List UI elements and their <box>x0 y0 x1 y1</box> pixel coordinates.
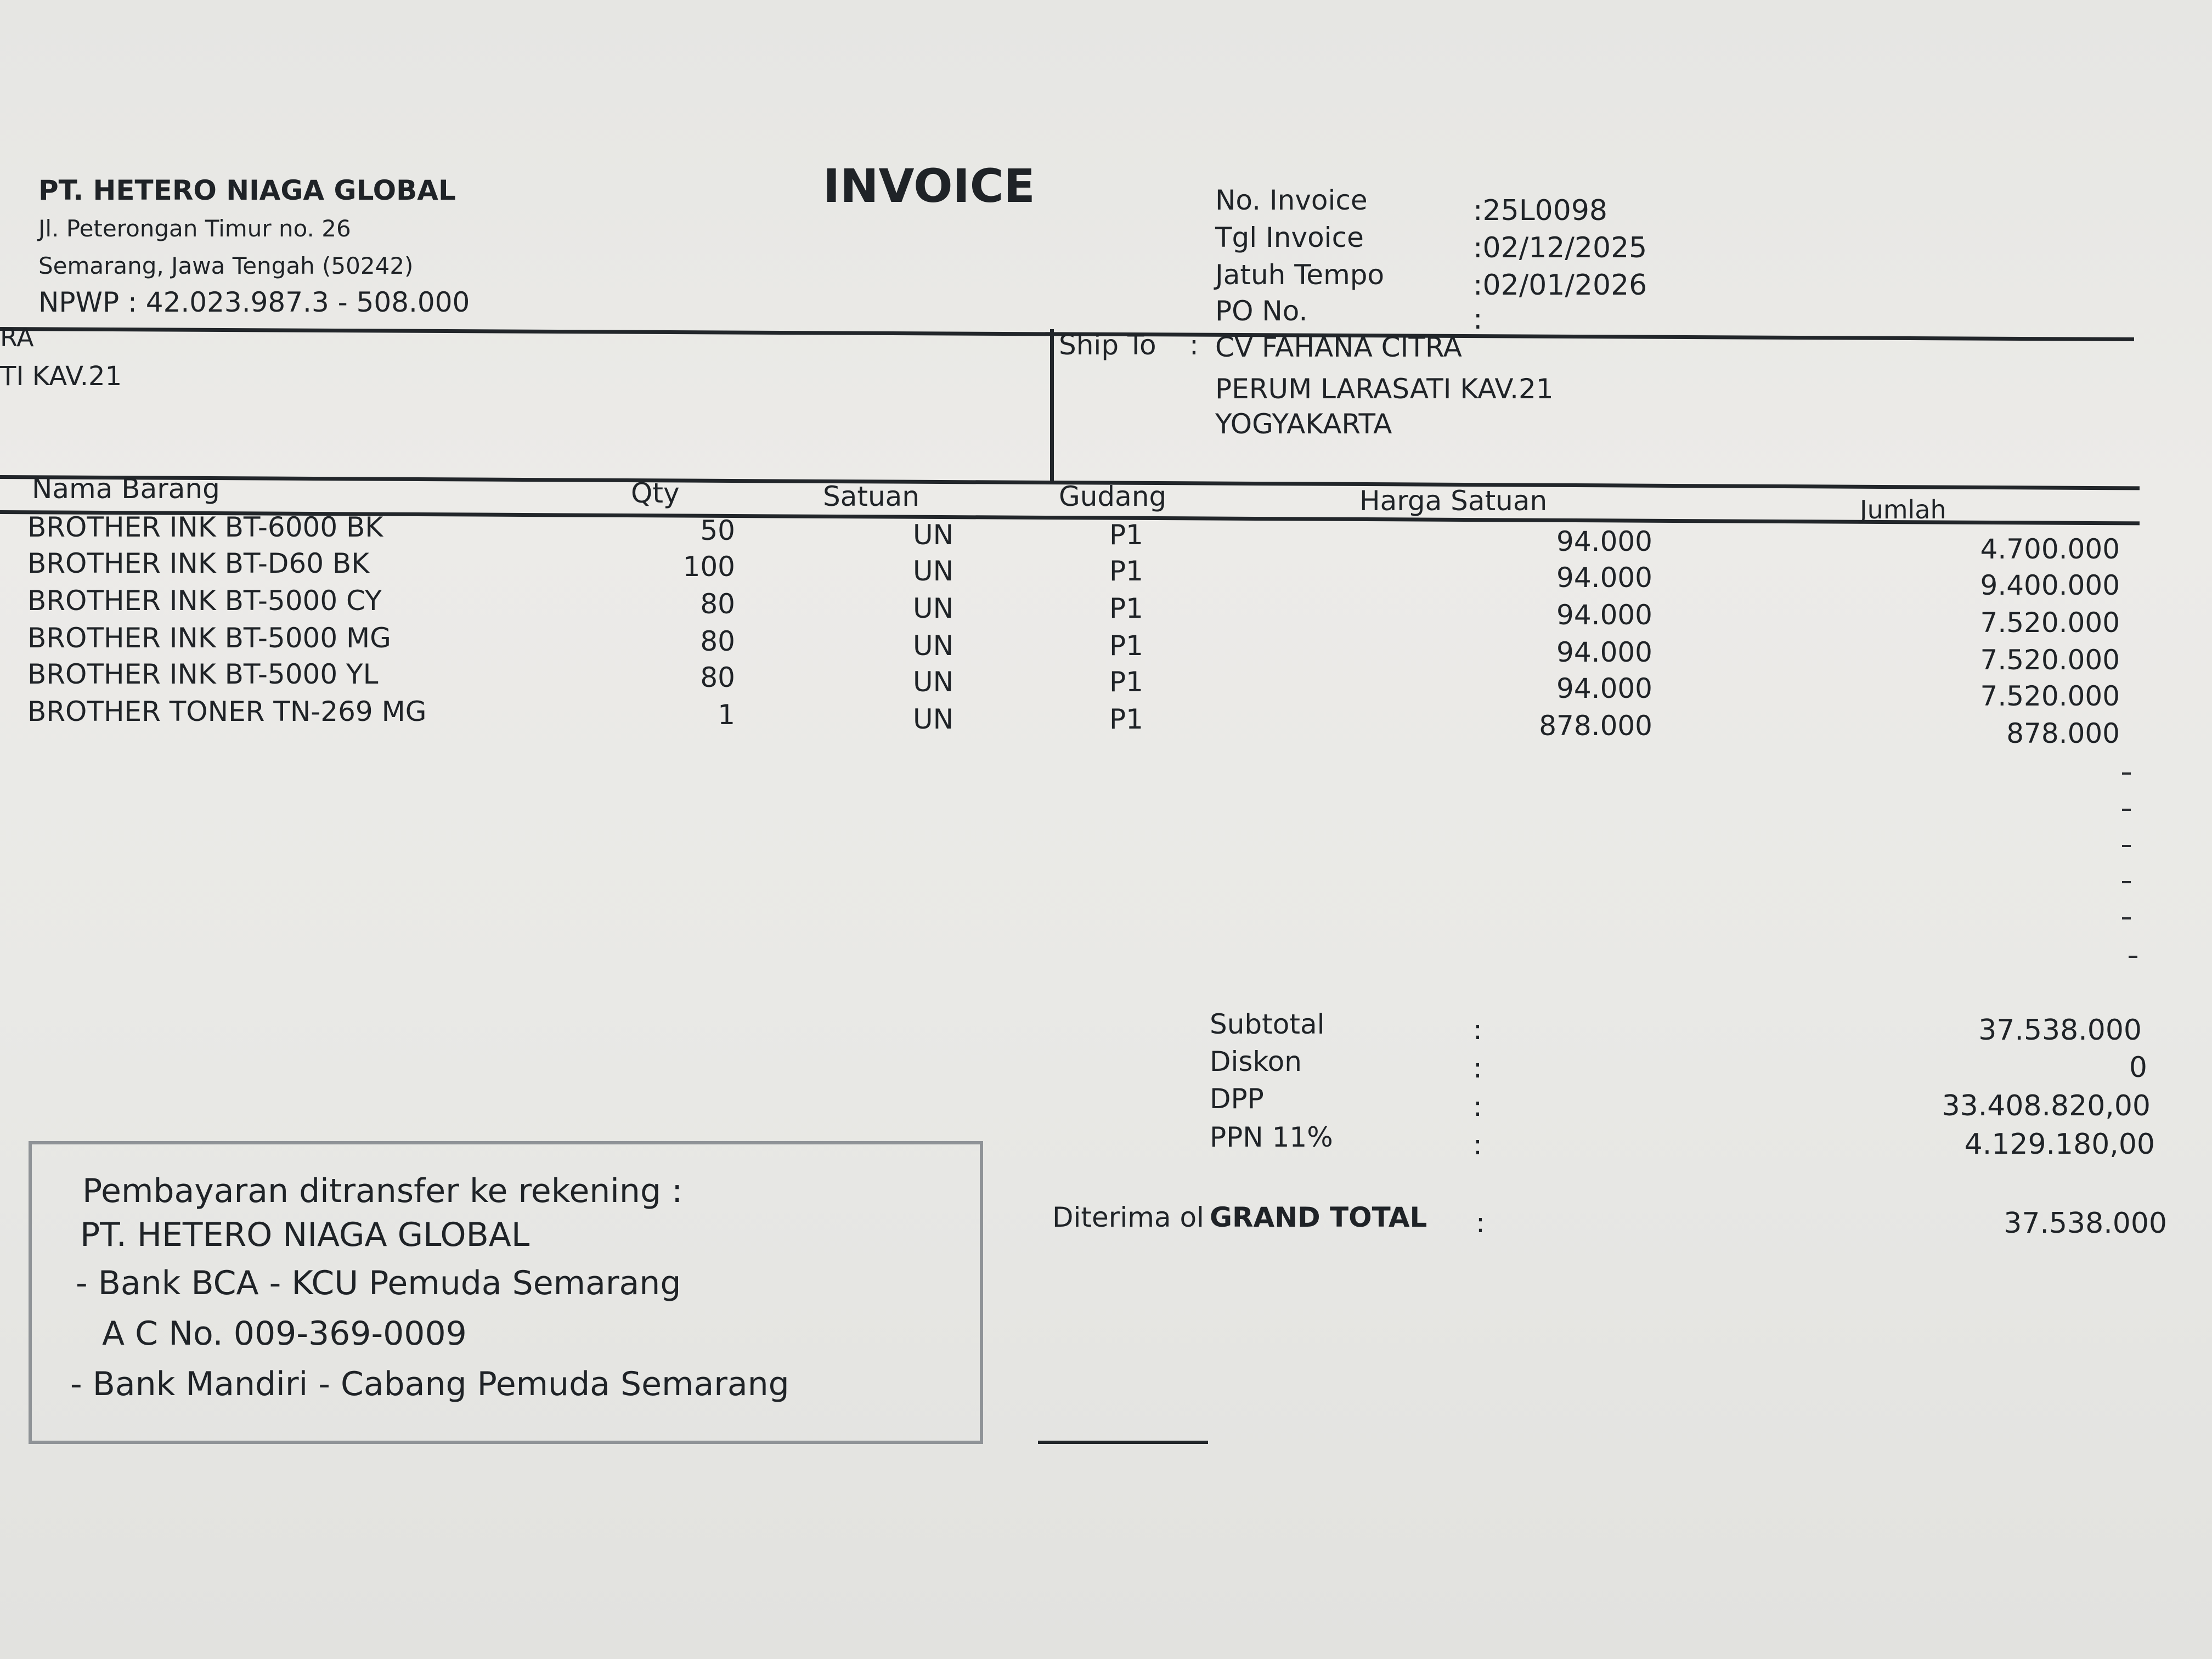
cell-price: 94.000 <box>1556 526 1652 557</box>
received-by-label: Diterima ol <box>1052 1201 1204 1233</box>
column-header-item: Nama Barang <box>32 473 220 505</box>
due-date-label: Jatuh Tempo <box>1215 259 1385 291</box>
cell-amount: 4.700.000 <box>1980 533 2120 565</box>
cell-warehouse: P1 <box>1109 555 1143 587</box>
ship-to-label: Ship To <box>1059 329 1156 361</box>
subtotal-label: Subtotal <box>1210 1008 1325 1040</box>
cell-qty: 80 <box>700 625 735 657</box>
ppn-label: PPN 11% <box>1210 1121 1333 1153</box>
discount-label: Diskon <box>1210 1046 1302 1077</box>
discount-value: 0 <box>2129 1051 2147 1084</box>
cell-item: BROTHER TONER TN-269 MG <box>27 696 427 727</box>
cell-price: 94.000 <box>1556 562 1652 594</box>
cell-unit: UN <box>913 592 953 624</box>
invoice-no-label: No. Invoice <box>1215 184 1368 216</box>
cell-warehouse: P1 <box>1109 666 1143 698</box>
column-header-warehouse: Gudang <box>1059 481 1167 512</box>
cell-unit: UN <box>913 519 953 551</box>
company-name: PT. HETERO NIAGA GLOBAL <box>38 174 456 206</box>
column-header-amount: Jumlah <box>1860 495 1946 524</box>
grand-total-colon: : <box>1476 1207 1485 1239</box>
company-address-line1: Jl. Peterongan Timur no. 26 <box>38 215 351 242</box>
cell-qty: 1 <box>718 699 735 731</box>
cell-amount: 7.520.000 <box>1980 680 2120 712</box>
cell-item: BROTHER INK BT-6000 BK <box>27 511 383 543</box>
payment-info-box <box>29 1141 983 1444</box>
cell-amount: 878.000 <box>2006 718 2120 749</box>
cell-warehouse: P1 <box>1109 519 1143 551</box>
cell-amount: 9.400.000 <box>1980 569 2120 601</box>
ppn-colon: : <box>1473 1129 1482 1161</box>
po-no-value: : <box>1473 303 1483 336</box>
column-header-price: Harga Satuan <box>1359 485 1548 517</box>
cell-item: BROTHER INK BT-5000 CY <box>27 585 382 617</box>
invoice-date-value: :02/12/2025 <box>1473 232 1647 264</box>
empty-row-dash <box>2122 809 2131 811</box>
empty-row-dash <box>2122 881 2131 883</box>
empty-row-dash <box>2122 772 2131 775</box>
empty-row-dash <box>2129 956 2137 958</box>
cell-unit: UN <box>913 630 953 662</box>
cell-qty: 80 <box>700 588 735 620</box>
cell-qty: 100 <box>682 551 735 583</box>
ppn-value: 4.129.180,00 <box>1964 1128 2155 1161</box>
cell-warehouse: P1 <box>1109 703 1143 735</box>
payment-intro: Pembayaran ditransfer ke rekening : <box>82 1172 683 1210</box>
grand-total-value: 37.538.000 <box>2004 1207 2167 1240</box>
cell-warehouse: P1 <box>1109 592 1143 624</box>
due-date-value: :02/01/2026 <box>1473 269 1647 302</box>
cell-price: 94.000 <box>1556 673 1652 704</box>
billto-shipto-divider <box>1050 329 1054 482</box>
cell-qty: 80 <box>700 662 735 693</box>
cell-price: 878.000 <box>1539 710 1652 742</box>
signature-line <box>1038 1441 1208 1444</box>
cell-price: 94.000 <box>1556 636 1652 668</box>
cell-price: 94.000 <box>1556 599 1652 631</box>
cell-unit: UN <box>913 703 953 735</box>
discount-colon: : <box>1473 1052 1482 1084</box>
ship-to-name: CV FAHANA CITRA <box>1215 331 1462 363</box>
cell-warehouse: P1 <box>1109 630 1143 662</box>
dpp-value: 33.408.820,00 <box>1942 1090 2151 1122</box>
column-header-unit: Satuan <box>823 481 920 512</box>
payment-bank-bca: - Bank BCA - KCU Pemuda Semarang <box>76 1264 681 1302</box>
po-no-label: PO No. <box>1215 295 1308 327</box>
document-title: INVOICE <box>823 159 1035 213</box>
empty-row-dash <box>2122 845 2131 847</box>
company-address-line2: Semarang, Jawa Tengah (50242) <box>38 252 414 279</box>
cell-qty: 50 <box>700 515 735 546</box>
cell-item: BROTHER INK BT-D60 BK <box>27 548 369 579</box>
payment-bank-mandiri: - Bank Mandiri - Cabang Pemuda Semarang <box>70 1365 789 1403</box>
cell-item: BROTHER INK BT-5000 MG <box>27 622 391 654</box>
dpp-label: DPP <box>1210 1083 1264 1115</box>
subtotal-colon: : <box>1473 1014 1482 1046</box>
column-header-qty: Qty <box>631 477 680 509</box>
payment-company: PT. HETERO NIAGA GLOBAL <box>80 1216 530 1254</box>
invoice-date-label: Tgl Invoice <box>1215 222 1364 253</box>
grand-total-label: GRAND TOTAL <box>1210 1201 1427 1233</box>
bill-to-line2: TI KAV.21 <box>0 361 122 392</box>
cell-unit: UN <box>913 555 953 587</box>
empty-row-dash <box>2122 917 2131 919</box>
cell-item: BROTHER INK BT-5000 YL <box>27 658 379 690</box>
ship-to-address: PERUM LARASATI KAV.21 <box>1215 373 1554 405</box>
subtotal-value: 37.538.000 <box>1978 1014 2142 1047</box>
invoice-no-value: :25L0098 <box>1473 194 1607 227</box>
payment-account-bca: A C No. 009-369-0009 <box>102 1314 467 1353</box>
ship-to-city: YOGYAKARTA <box>1215 408 1392 440</box>
cell-amount: 7.520.000 <box>1980 644 2120 676</box>
ship-to-colon: : <box>1189 329 1199 361</box>
company-npwp: NPWP : 42.023.987.3 - 508.000 <box>38 286 470 318</box>
bill-to-line1: RA <box>0 323 34 352</box>
cell-unit: UN <box>913 666 953 698</box>
dpp-colon: : <box>1473 1091 1482 1122</box>
cell-amount: 7.520.000 <box>1980 607 2120 639</box>
